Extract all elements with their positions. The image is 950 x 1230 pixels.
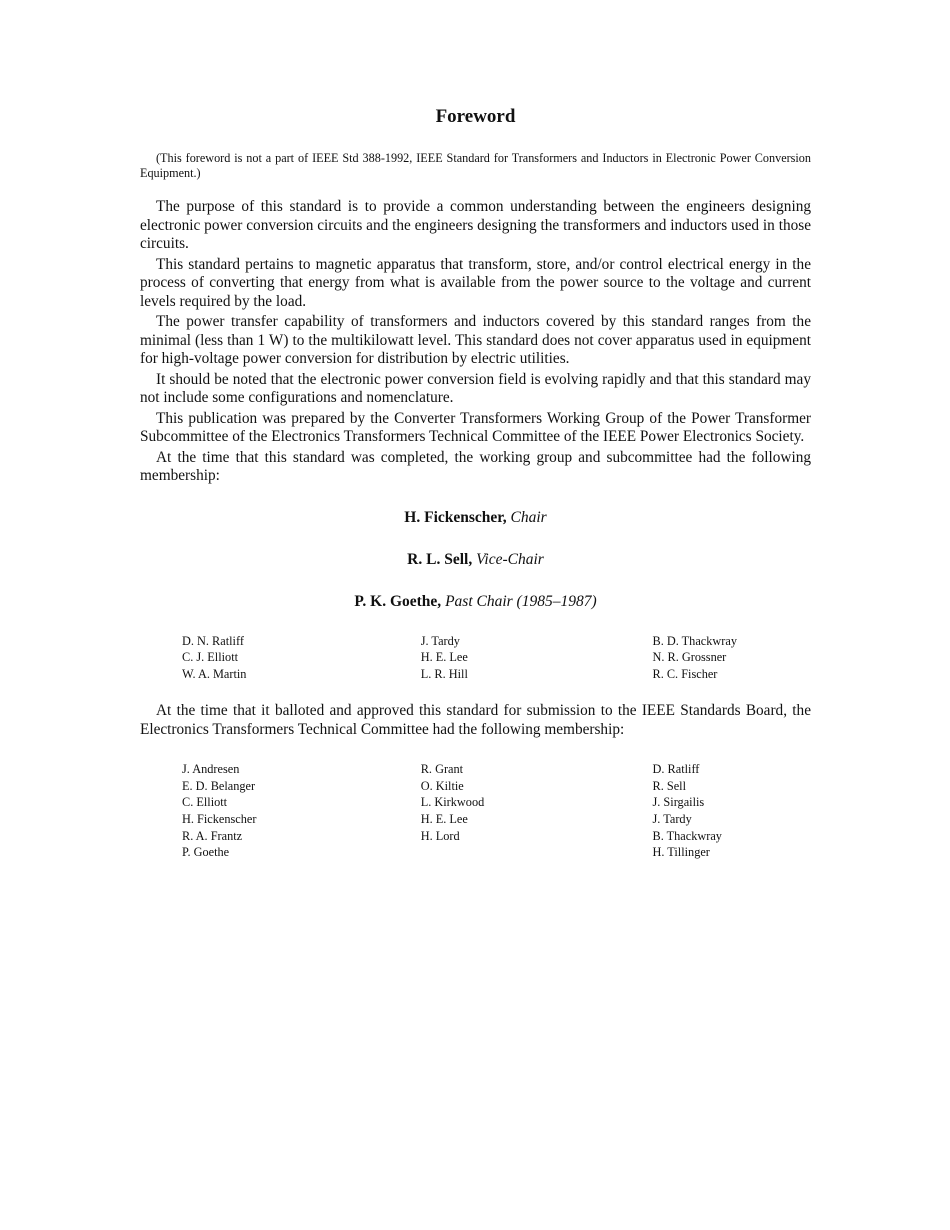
paragraph-evolving-field: It should be noted that the electronic power conversion field is evolving rapidly and that this standard may not include some configurations and nomenclature. (140, 370, 811, 406)
officer-name: R. L. Sell, (407, 550, 473, 568)
officer-chair (140, 508, 811, 528)
member-name: W. A. Martin (182, 666, 247, 681)
member-name: R. Grant (420, 762, 464, 777)
officer-role: Past Chair (1985–1987) (445, 592, 597, 610)
member-name: J. Sirgailis (652, 795, 705, 810)
page-title: Foreword (435, 106, 516, 127)
member-name: H. E. Lee (420, 650, 468, 665)
officer-role: Vice-Chair (476, 550, 544, 568)
member-name: N. R. Grossner (652, 650, 727, 665)
member-name: L. R. Hill (420, 666, 468, 681)
member-name: R. C. Fischer (652, 666, 718, 681)
member-name: O. Kiltie (420, 778, 464, 793)
member-name: H. Lord (420, 828, 460, 843)
member-name: D. Ratliff (652, 762, 700, 777)
roster-column (421, 761, 653, 861)
member-name: J. Tardy (652, 812, 692, 827)
paragraph-prepared-by: This publication was prepared by the Converter Transformers Working Group of the Power Transformer Subcommittee of the Electronics Transformers Technical Committee of the IEEE Power Electronics Society. (140, 409, 811, 445)
member-name: B. Thackwray (652, 828, 722, 843)
officer-past-chair (140, 592, 811, 612)
foreword-page (140, 105, 811, 861)
roster-column (653, 633, 811, 683)
member-name: D. N. Ratliff (182, 633, 244, 648)
member-name: R. Sell (652, 778, 686, 793)
member-name: R. A. Frantz (182, 828, 243, 843)
member-name: B. D. Thackwray (652, 633, 737, 648)
paragraph-ballot: At the time that it balloted and approved this standard for submission to the IEEE Standards Board, the Electronics Transformers Technical Committee had the following membership: (140, 702, 811, 738)
working-group-roster (182, 633, 811, 683)
roster-column (182, 633, 421, 683)
roster-column (421, 633, 653, 683)
member-name: H. Tillinger (652, 845, 710, 860)
member-name: C. J. Elliott (182, 650, 239, 665)
member-name: H. E. Lee (420, 812, 468, 827)
member-name: H. Fickenscher (182, 812, 257, 827)
roster-column (182, 761, 421, 861)
foreword-note: (This foreword is not a part of IEEE Std 388-1992, IEEE Standard for Transformers and Inductors in Electronic Power Conversion Equipment.) (140, 151, 811, 180)
member-name: E. D. Belanger (182, 778, 256, 793)
member-name: C. Elliott (182, 795, 228, 810)
committee-roster (182, 761, 811, 861)
member-name: P. Goethe (182, 845, 230, 860)
member-name: J. Tardy (420, 633, 460, 648)
member-name: L. Kirkwood (420, 795, 485, 810)
paragraph-power-range: The power transfer capability of transformers and inductors covered by this standard ranges from the minimal (less than 1 W) to the multikilowatt level. This standard does not cover apparatus used in equipment for high-voltage power conversion for distribution by electric utilities. (140, 313, 811, 367)
paragraph-membership-intro: At the time that this standard was completed, the working group and subcommittee had the following membership: (140, 448, 811, 484)
member-name: J. Andresen (182, 762, 240, 777)
officer-name: P. K. Goethe, (354, 592, 442, 610)
paragraph-purpose: The purpose of this standard is to provide a common understanding between the engineers designing electronic power conversion circuits and the engineers designing the transformers and inductors used in those circuits. (140, 198, 811, 252)
officer-name: H. Fickenscher, (404, 508, 507, 526)
paragraph-scope: This standard pertains to magnetic apparatus that transform, store, and/or control electrical energy in the process of converting that energy from what is available from the power source to the voltage and current levels required by the load. (140, 255, 811, 310)
officer-role: Chair (510, 508, 547, 526)
roster-column (653, 761, 811, 861)
officer-vice-chair (140, 550, 811, 570)
